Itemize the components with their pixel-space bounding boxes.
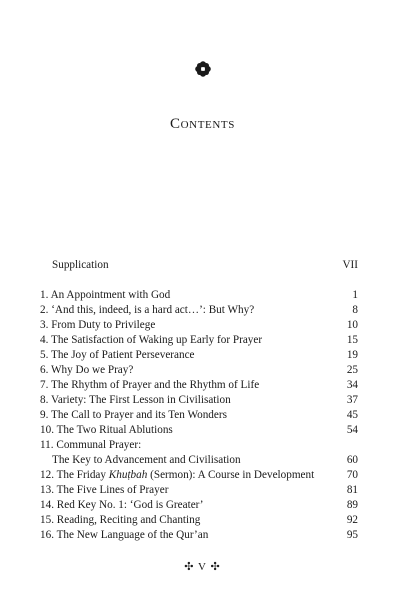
toc-entry-page: 89 (346, 499, 358, 511)
toc-entry-number: 2. (40, 304, 49, 316)
toc-entry-number: 8. (40, 394, 49, 406)
toc-entry-page: 19 (346, 349, 358, 361)
toc-entry-text: The Rhythm of Prayer and the Rhythm of Life (51, 379, 260, 391)
toc-entry-title (40, 318, 155, 333)
toc-entry[interactable] (40, 468, 358, 483)
toc-entry-number: 11. (40, 439, 54, 451)
toc-entry[interactable] (40, 303, 358, 318)
toc-entry-title (40, 303, 254, 318)
diamond-ornament-icon: ✣ (210, 561, 221, 573)
toc-entry-title (40, 378, 259, 393)
toc-entry[interactable] (40, 483, 358, 498)
toc-entry-text: The Call to Prayer and its Ten Wonders (51, 409, 227, 421)
toc-entry-page: 70 (346, 469, 358, 481)
toc-entry-text: The Friday Khuṭbah (Sermon): A Course in Development (56, 469, 315, 481)
toc-entry-title (40, 528, 208, 543)
toc-entry-title (40, 288, 170, 303)
toc-entry-title (40, 438, 141, 453)
toc-entry-page: 8 (352, 304, 358, 316)
toc-entry-title (40, 513, 200, 528)
toc-entry-number: 15. (40, 514, 54, 526)
toc-entry-text: The Two Ritual Ablutions (56, 424, 173, 436)
toc-entry-number: 16. (40, 529, 54, 541)
toc-entry-page: 10 (346, 319, 358, 331)
toc-entry-number: 1. (40, 289, 49, 301)
toc-entry[interactable] (40, 423, 358, 438)
toc-entry-page: 25 (346, 364, 358, 376)
toc-entry-title (40, 468, 314, 483)
toc-entry[interactable] (40, 453, 358, 468)
toc-entry-number: 3. (40, 319, 49, 331)
toc-entry[interactable] (40, 348, 358, 363)
toc-entry[interactable] (40, 288, 358, 303)
toc-entry[interactable] (40, 408, 358, 423)
page-number: V (198, 561, 207, 573)
toc-entry-title (40, 393, 231, 408)
toc-entry[interactable] (40, 363, 358, 378)
toc-entry-number: 5. (40, 349, 49, 361)
toc-entry-text: Red Key No. 1: ‘God is Greater’ (56, 499, 204, 511)
toc-entry-page: 95 (346, 529, 358, 541)
toc-entry-number: 7. (40, 379, 49, 391)
toc-entry-text: The Five Lines of Prayer (56, 484, 169, 496)
toc-entry-text: Why Do we Pray? (51, 364, 134, 376)
toc-supplication-page: VII (342, 259, 358, 271)
page-footer (0, 560, 405, 573)
toc-entry[interactable] (40, 378, 358, 393)
toc-entry[interactable] (40, 513, 358, 528)
toc-entry[interactable] (40, 528, 358, 543)
page-title: Contents (170, 116, 235, 132)
toc-entry[interactable] (40, 333, 358, 348)
toc-entry-title (40, 333, 262, 348)
toc-entry-text: The Joy of Patient Perseverance (51, 349, 195, 361)
toc-entry-text: Communal Prayer: (56, 439, 142, 451)
toc-entry-page: 60 (346, 454, 358, 466)
toc-entry[interactable] (40, 318, 358, 333)
toc-entry-page: 34 (346, 379, 358, 391)
toc-entry-number: 9. (40, 409, 49, 421)
toc-entry-number: 13. (40, 484, 54, 496)
toc-entry-text: The New Language of the Qur’an (56, 529, 209, 541)
toc-entry-title (40, 498, 204, 513)
toc-entry-text: The Key to Advancement and Civilisation (52, 454, 241, 466)
toc-entry-page: 81 (346, 484, 358, 496)
toc-entry-page: 1 (352, 289, 358, 301)
toc-entry-text: An Appointment with God (50, 289, 171, 301)
toc-entry-page: 15 (346, 334, 358, 346)
toc-entry-title (52, 453, 241, 468)
toc-entry-text: Variety: The First Lesson in Civilisation (51, 394, 231, 406)
toc-entry-page: 45 (346, 409, 358, 421)
toc-entry-page: 37 (346, 394, 358, 406)
toc-entry-text: ‘And this, indeed, is a hard act…’: But Why? (51, 304, 255, 316)
toc-entry[interactable] (40, 498, 358, 513)
toc-entry-title (40, 423, 173, 438)
toc-entry-title (40, 408, 227, 423)
toc-entry-number: 10. (40, 424, 54, 436)
toc-entry-number: 12. (40, 469, 54, 481)
toc-entry-text: The Satisfaction of Waking up Early for Prayer (51, 334, 263, 346)
toc-entry-title (40, 363, 133, 378)
toc-entry-number: 14. (40, 499, 54, 511)
toc-entry-page: 92 (346, 514, 358, 526)
diamond-ornament-icon: ✣ (184, 561, 195, 573)
toc-supplication[interactable] (52, 258, 358, 273)
toc-entry[interactable] (40, 393, 358, 408)
toc-supplication-label: Supplication (52, 259, 109, 271)
toc-entry-number: 4. (40, 334, 49, 346)
toc-entry[interactable] (40, 438, 358, 453)
toc-entry-number: 6. (40, 364, 49, 376)
toc-entry-text: From Duty to Privilege (51, 319, 156, 331)
toc-entry-text: Reading, Reciting and Chanting (56, 514, 201, 526)
flower-ornament-icon (0, 61, 405, 82)
toc-entry-page: 54 (346, 424, 358, 436)
toc-entry-title (40, 483, 168, 498)
toc-entry-title (40, 348, 195, 363)
